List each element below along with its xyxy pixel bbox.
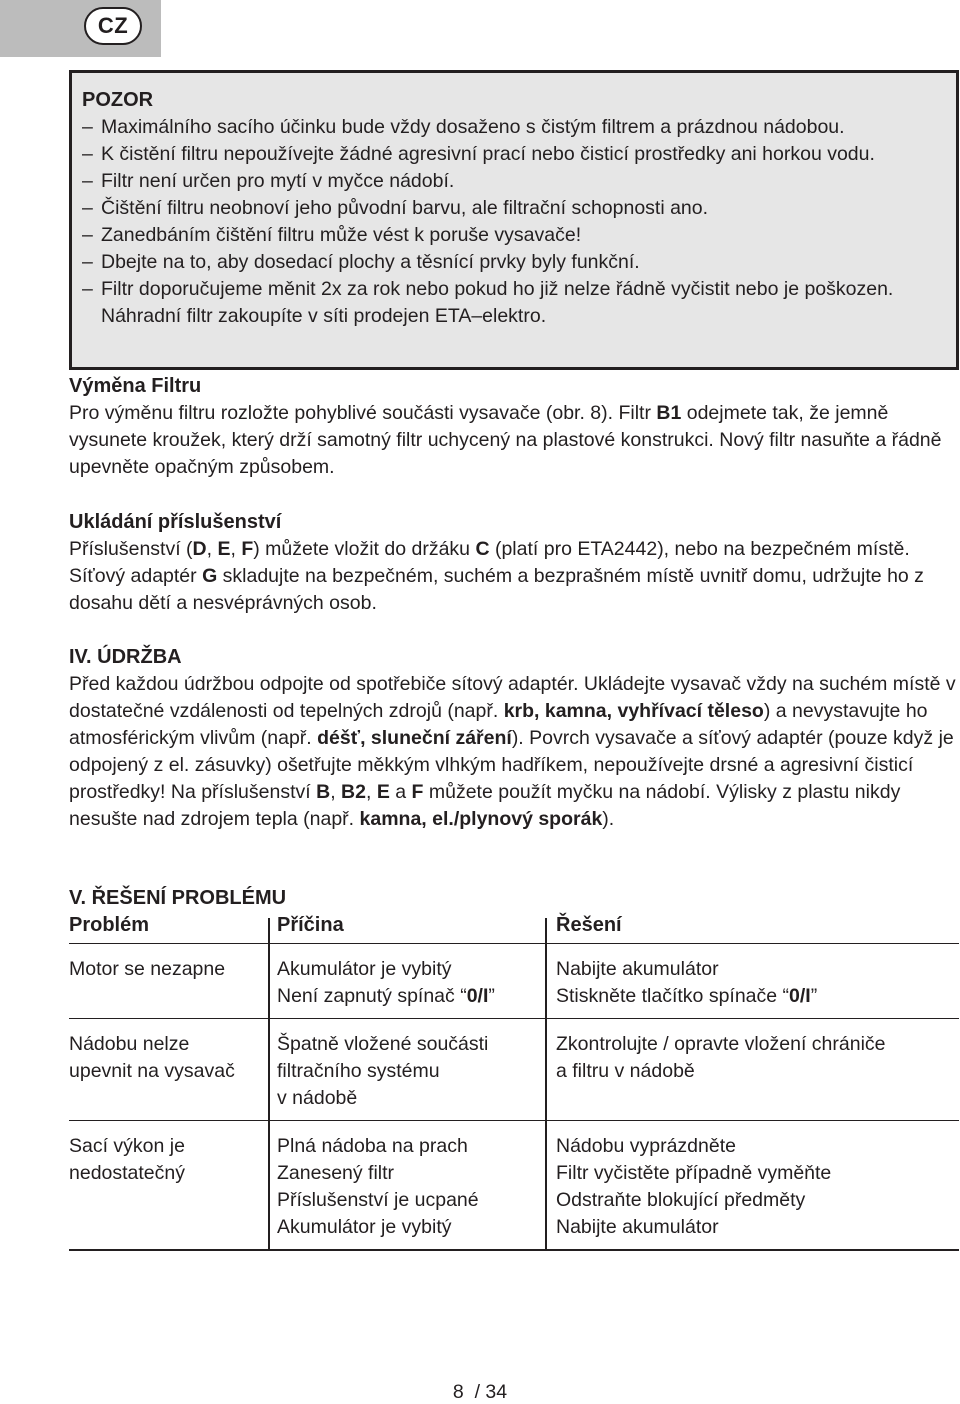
column-divider [268,1121,270,1249]
problem-cell: Nádobu nelze [69,1033,190,1055]
warning-item: – Zanedbáním čištění filtru může vést k poruše vysavače! [82,222,944,249]
problem-cell: upevnit na vysavač [69,1060,235,1082]
solution-cell: Zkontrolujte / opravte vložení chrániče [556,1033,886,1055]
solution-cell: Odstraňte blokující předměty [556,1189,806,1211]
filter-change-section [69,373,959,481]
col-header-problem: Problém [69,914,150,936]
warning-item: – K čistění filtru nepoužívejte žádné agresivní prací nebo čisticí prostředky ani horkou vodu. [82,141,944,168]
column-divider [545,1121,547,1249]
table-header-row [69,912,959,944]
warning-item: – Čištění filtru neobnoví jeho původní barvu, ale filtrační schopnosti ano. [82,195,944,222]
warning-list [82,114,944,330]
col-header-cause: Příčina [277,914,344,936]
col-header-solution: Řešení [556,914,622,936]
column-divider [268,1019,270,1120]
table-row [69,944,959,1019]
column-divider [545,944,547,1018]
cause-cell: Plná nádoba na prach [277,1135,468,1157]
warning-title: POZOR [82,89,154,111]
column-divider [268,944,270,1018]
cause-cell: Akumulátor je vybitý [277,958,452,980]
maintenance-section [69,644,959,833]
warning-box [69,70,959,370]
warning-item: – Maximálního sacího účinku bude vždy dosaženo s čistým filtrem a prázdnou nádobou. [82,114,944,141]
storage-section [69,509,959,617]
warning-item: – Filtr není určen pro mytí v myčce nádobí. [82,168,944,195]
column-divider [545,918,547,943]
problem-cell: Sací výkon je [69,1135,185,1157]
table-row [69,1019,959,1121]
solution-cell: a filtru v nádobě [556,1060,695,1082]
problem-cell: nedostatečný [69,1162,186,1184]
solution-cell: Nádobu vyprázdněte [556,1135,736,1157]
solution-cell: Stiskněte tlačítko spínače “0/I” [556,985,818,1007]
table-row [69,1121,959,1251]
warning-item: – Filtr doporučujeme měnit 2x za rok nebo pokud ho již nelze řádně vyčistit nebo je poškozen. Náhradní filtr zakoupíte v síti prodejen ETA–elektro. [82,276,944,330]
troubleshooting-section [69,885,959,912]
maintenance-heading: IV. ÚDRŽBA [69,646,182,668]
filter-change-text: Pro výměnu filtru rozložte pohyblivé součásti vysavače (obr. 8). Filtr B1 odejmete tak, že jemně vysunete kroužek, který drží samotný filtr uchycený na plastové konstrukci. Nový filtr nasuňte a řádně upevněte opačným způsobem. [69,402,942,478]
solution-cell: Nabijte akumulátor [556,1216,719,1238]
column-divider [268,918,270,943]
cause-cell: Příslušenství je ucpané [277,1189,479,1211]
cause-cell: Není zapnutý spínač “0/I” [277,985,495,1007]
filter-change-heading: Výměna Filtru [69,375,202,397]
troubleshooting-heading: V. ŘEŠENÍ PROBLÉMU [69,887,287,909]
column-divider [545,1019,547,1120]
cause-cell: v nádobě [277,1087,358,1109]
solution-cell: Filtr vyčistěte případně vyměňte [556,1162,832,1184]
storage-text: Příslušenství (D, E, F) můžete vložit do držáku C (platí pro ETA2442), nebo na bezpečném místě. Síťový adaptér G skladujte na bezpečném, suchém a bezprašném místě uvnitř domu, udržujte ho z dosahu dětí a nesvéprávných osob. [69,538,924,614]
solution-cell: Nabijte akumulátor [556,958,719,980]
problem-cell: Motor se nezapne [69,958,226,980]
troubleshooting-table [69,912,959,1251]
maintenance-text: Před každou údržbou odpojte od spotřebiče sítový adaptér. Ukládejte vysavač vždy na suchém místě v dostatečné vzdálenosti od tepelných zdrojů (např. krb, kamna, vyhřívací těleso) a nevystavujte ho atmosférickým vlivům (např. déšť, sluneční záření). Povrch vysavače a síťový adaptér (pouze když je odpojený z el. zásuvky) ošetřujte měkkým vlhkým hadříkem, nepoužívejte drsné a agresivní čisticí prostředky! Na příslušenství B, B2, E a F můžete použít myčku na nádobí. Výlisky z plastu nikdy nesušte nad zdrojem tepla (např. kamna, el./plynový sporák). [69,673,956,830]
warning-item: – Dbejte na to, aby dosedací plochy a těsnící prvky byly funkční. [82,249,944,276]
cause-cell: filtračního systému [277,1060,440,1082]
language-tab [0,0,161,57]
cause-cell: Zanesený filtr [277,1162,395,1184]
cause-cell: Akumulátor je vybitý [277,1216,452,1238]
page-number: 8 / 34 [452,1381,508,1403]
storage-heading: Ukládání příslušenství [69,511,282,533]
language-badge: CZ [84,7,142,45]
cause-cell: Špatně vložené součásti [277,1033,489,1055]
